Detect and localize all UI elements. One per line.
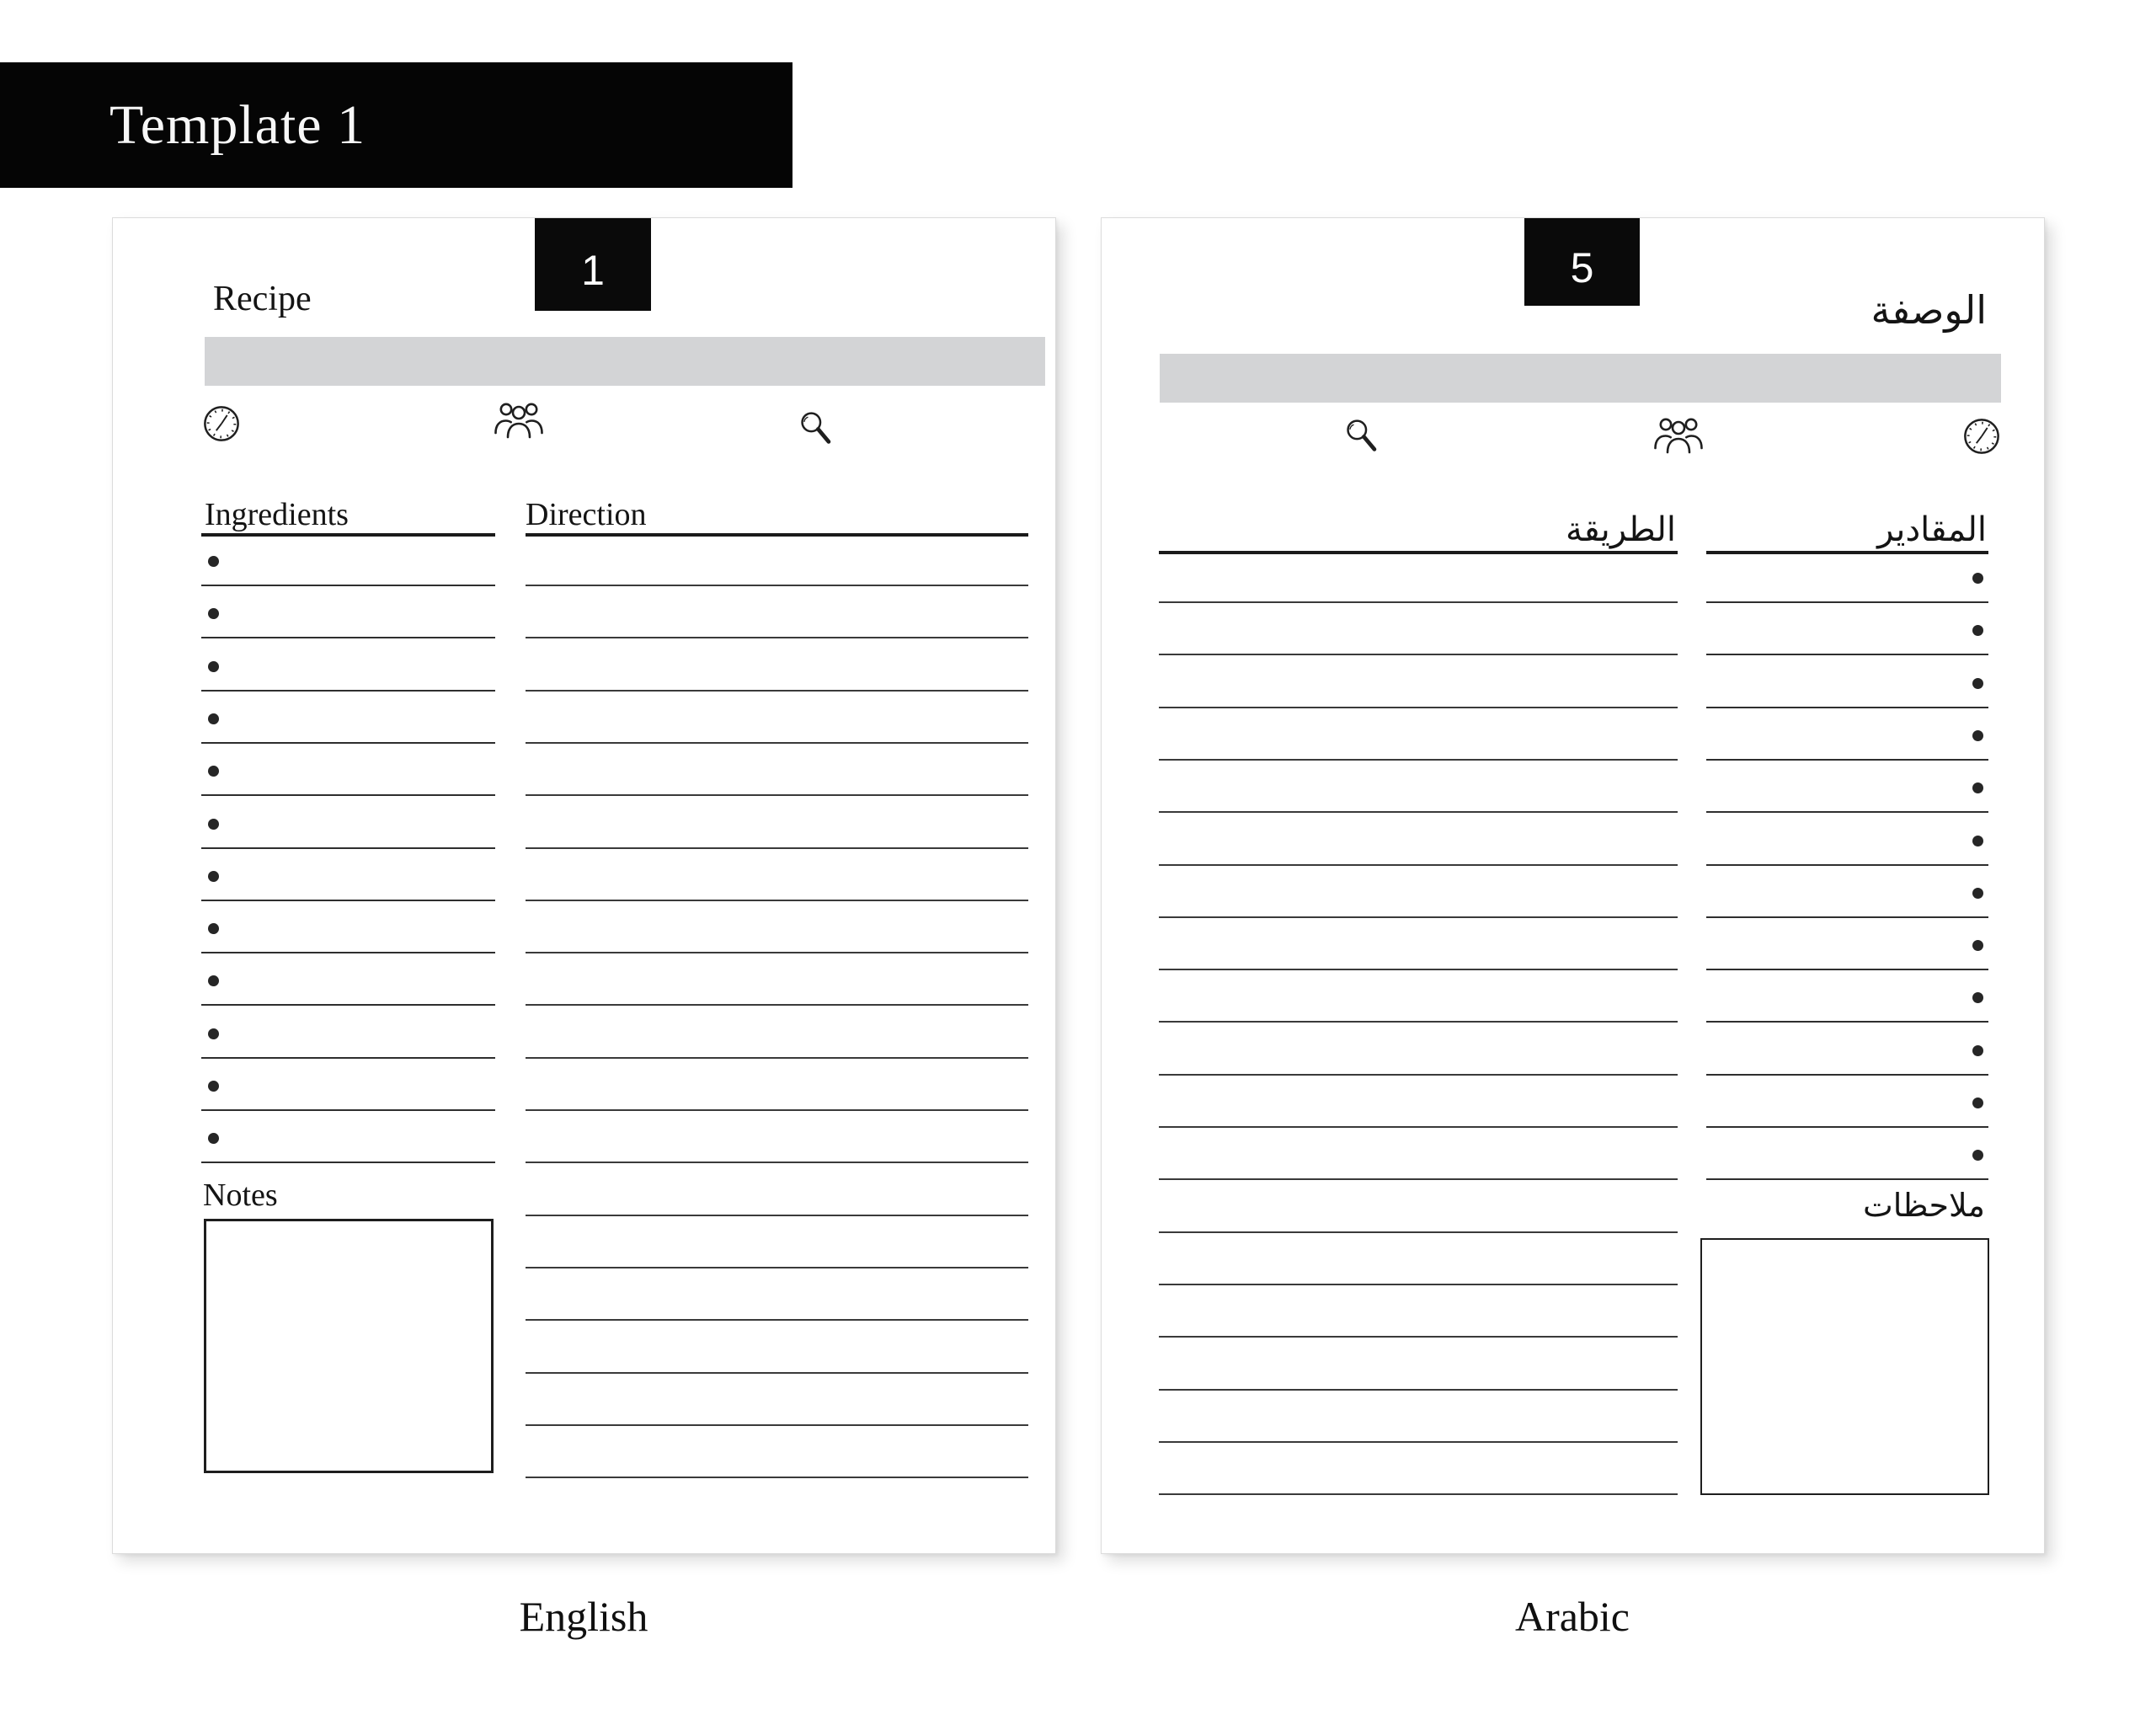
writing-line xyxy=(201,1057,495,1059)
writing-line xyxy=(1706,916,1988,918)
servings-icon xyxy=(492,398,546,441)
ingredient-bullet xyxy=(208,819,219,830)
writing-line xyxy=(1706,759,1988,761)
ingredient-bullet xyxy=(208,1028,219,1039)
writing-line xyxy=(1706,707,1988,708)
notes-header: Notes xyxy=(203,1178,278,1213)
recipe-title-label: الوصفة xyxy=(1870,289,1987,332)
ingredient-bullet xyxy=(1972,992,1983,1003)
clock-icon xyxy=(202,404,241,443)
writing-line xyxy=(1706,1074,1988,1076)
writing-line xyxy=(201,742,495,744)
notes-box[interactable] xyxy=(1700,1238,1989,1495)
writing-line xyxy=(1159,864,1678,866)
ingredient-bullet xyxy=(1972,678,1983,689)
writing-line xyxy=(1159,1126,1678,1128)
writing-line xyxy=(1159,1231,1678,1233)
servings-icon xyxy=(1652,414,1705,456)
writing-line xyxy=(1159,1493,1678,1495)
writing-line xyxy=(201,847,495,849)
writing-line xyxy=(526,1215,1028,1216)
writing-line xyxy=(1159,1441,1678,1443)
page-number-box xyxy=(1524,218,1640,306)
writing-line xyxy=(201,794,495,796)
ingredient-bullet xyxy=(1972,1045,1983,1056)
writing-line xyxy=(201,690,495,692)
writing-line xyxy=(201,952,495,953)
banner-title: Template 1 xyxy=(109,93,366,156)
writing-line xyxy=(526,1109,1028,1111)
writing-line xyxy=(526,1004,1028,1006)
writing-line xyxy=(1706,1126,1988,1128)
notes-header: ملاحظات xyxy=(1862,1188,1985,1224)
writing-line xyxy=(1706,811,1988,813)
writing-line xyxy=(1706,1178,1988,1180)
writing-line xyxy=(1159,1178,1678,1180)
direction-header-rule xyxy=(1159,551,1678,554)
search-icon xyxy=(798,410,836,449)
writing-line xyxy=(1159,1021,1678,1023)
ingredient-bullet xyxy=(208,1081,219,1092)
writing-line xyxy=(526,794,1028,796)
writing-line xyxy=(1159,1336,1678,1338)
writing-line xyxy=(526,690,1028,692)
recipe-name-field[interactable] xyxy=(205,337,1045,386)
writing-line xyxy=(526,1477,1028,1478)
writing-line xyxy=(201,1109,495,1111)
writing-line xyxy=(526,585,1028,586)
writing-line xyxy=(526,952,1028,953)
clock-icon xyxy=(1962,417,2001,456)
ingredients-header-rule xyxy=(1706,551,1988,554)
ingredient-bullet xyxy=(1972,836,1983,846)
writing-line xyxy=(526,1267,1028,1268)
writing-line xyxy=(201,637,495,638)
ingredient-bullet xyxy=(1972,888,1983,899)
writing-line xyxy=(526,1057,1028,1059)
writing-line xyxy=(1159,1074,1678,1076)
recipe-page-english xyxy=(112,217,1056,1554)
writing-line xyxy=(526,637,1028,638)
writing-line xyxy=(201,1004,495,1006)
recipe-page-arabic xyxy=(1101,217,2045,1554)
writing-line xyxy=(1159,601,1678,603)
ingredient-bullet xyxy=(208,661,219,672)
writing-line xyxy=(1159,916,1678,918)
writing-line xyxy=(1706,654,1988,655)
ingredient-bullet xyxy=(1972,730,1983,741)
ingredient-bullet xyxy=(1972,573,1983,584)
direction-header: Direction xyxy=(526,497,647,532)
page-number: 5 xyxy=(1570,244,1594,291)
page-number-box xyxy=(535,218,651,311)
direction-header: الطريقة xyxy=(1566,510,1676,548)
writing-line xyxy=(201,585,495,586)
writing-line xyxy=(526,1372,1028,1374)
writing-line xyxy=(1706,601,1988,603)
writing-line xyxy=(526,1319,1028,1321)
notes-box[interactable] xyxy=(204,1219,494,1473)
caption-arabic: Arabic xyxy=(1514,1593,1630,1640)
banner xyxy=(0,62,792,188)
ingredient-bullet xyxy=(208,766,219,777)
ingredients-header-rule xyxy=(201,533,495,537)
ingredient-bullet xyxy=(1972,940,1983,951)
writing-line xyxy=(1159,654,1678,655)
writing-line xyxy=(1706,864,1988,866)
ingredient-bullet xyxy=(1972,782,1983,793)
ingredient-bullet xyxy=(208,871,219,882)
ingredient-bullet xyxy=(208,923,219,934)
writing-line xyxy=(1159,759,1678,761)
caption-english: English xyxy=(519,1593,648,1640)
writing-line xyxy=(201,900,495,901)
writing-line xyxy=(1159,707,1678,708)
direction-header-rule xyxy=(526,533,1028,537)
ingredient-bullet xyxy=(208,975,219,986)
writing-line xyxy=(526,1424,1028,1426)
ingredient-bullet xyxy=(208,608,219,619)
search-icon xyxy=(1343,418,1382,457)
ingredient-bullet xyxy=(1972,1150,1983,1161)
ingredient-bullet xyxy=(208,713,219,724)
ingredient-bullet xyxy=(208,556,219,567)
recipe-name-field[interactable] xyxy=(1160,354,2001,403)
writing-line xyxy=(1159,1284,1678,1285)
ingredient-bullet xyxy=(208,1133,219,1144)
writing-line xyxy=(1706,969,1988,970)
writing-line xyxy=(1706,1021,1988,1023)
writing-line xyxy=(526,847,1028,849)
page-number: 1 xyxy=(581,247,605,294)
writing-line xyxy=(201,1162,495,1163)
writing-line xyxy=(526,742,1028,744)
writing-line xyxy=(1159,811,1678,813)
recipe-title-label: Recipe xyxy=(213,280,312,318)
ingredient-bullet xyxy=(1972,625,1983,636)
ingredient-bullet xyxy=(1972,1097,1983,1108)
writing-line xyxy=(526,1162,1028,1163)
writing-line xyxy=(1159,969,1678,970)
ingredients-header: المقادير xyxy=(1877,510,1987,548)
writing-line xyxy=(526,900,1028,901)
writing-line xyxy=(1159,1389,1678,1391)
ingredients-header: Ingredients xyxy=(205,497,349,532)
